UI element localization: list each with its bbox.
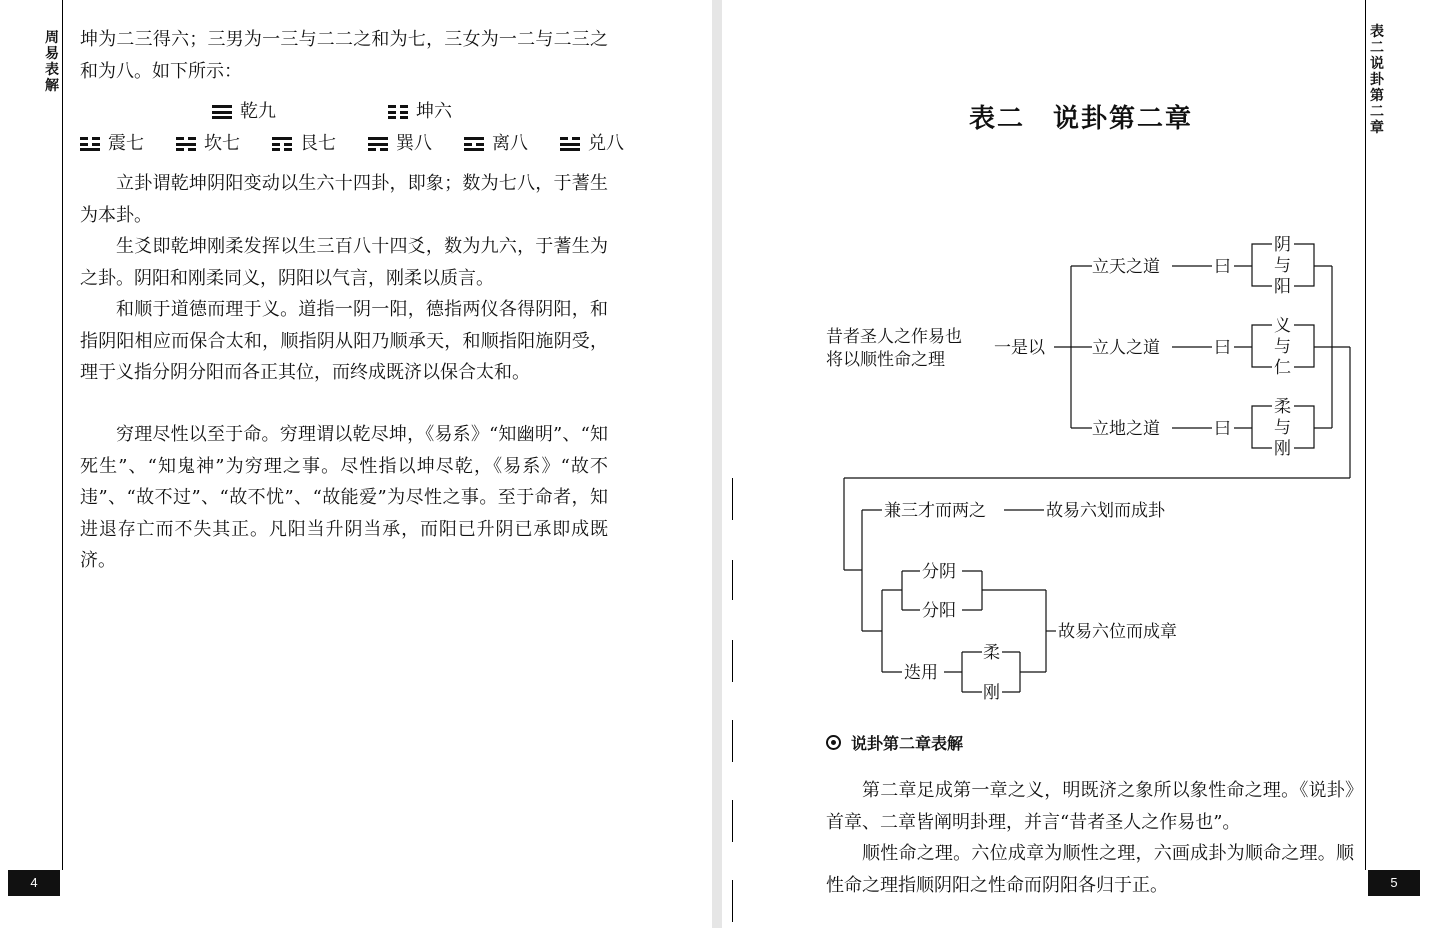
trigram-label: 兑八	[588, 133, 624, 154]
running-head-right: 表二 说卦第二章	[1370, 24, 1384, 136]
intro-paragraph: 坤为二三得六；三男为一三与二二之和为七，三女为一二与二三之和为八。如下所示：	[80, 29, 608, 82]
trigram-symbol-icon	[80, 137, 100, 151]
trigram-symbol-icon	[368, 137, 388, 151]
trigram-symbol-icon	[464, 137, 484, 151]
trigram-0	[80, 132, 144, 156]
svg-text:与: 与	[1274, 256, 1291, 276]
pair-box-yin-yang	[1252, 235, 1314, 297]
bracket-diagram	[722, 0, 1440, 710]
scan-mark	[732, 720, 733, 762]
section-heading-text: 说卦第二章表解	[851, 734, 964, 753]
paragraph-1: 立卦谓乾坤阴阳变动以生六十四卦，即象；数为七八，于蓍生为本卦。	[80, 173, 608, 226]
bottom-trigram-row	[80, 132, 624, 156]
svg-text:刚: 刚	[1274, 439, 1291, 459]
trigram-symbol-icon	[560, 137, 580, 151]
trigram-label: 巽八	[396, 133, 432, 154]
way-heaven: 立天之道	[1092, 257, 1160, 277]
trigram-label: 坎七	[204, 133, 240, 154]
paragraph-2: 生爻即乾坤刚柔发挥以生三百八十四爻，数为九六，于蓍生为之卦。阴阳和刚柔同义，阴阳以气言，刚柔以质言。	[80, 236, 608, 289]
svg-text:与: 与	[1274, 418, 1291, 438]
die-yong: 迭用	[904, 663, 938, 683]
trigram-5	[560, 132, 624, 156]
trigram-symbol-icon	[388, 105, 408, 119]
trigram-1	[176, 132, 240, 156]
trigram-0	[212, 100, 276, 124]
rou: 柔	[983, 643, 1000, 663]
yue-2: 曰	[1214, 338, 1231, 358]
way-earth: 立地之道	[1092, 419, 1160, 439]
trigram-label: 震七	[108, 133, 144, 154]
section-heading	[826, 731, 963, 754]
svg-text:义: 义	[1274, 316, 1291, 336]
explanation-paragraph-1: 第二章足成第一章之义，明既济之象所以象性命之理。《说卦》首章、二章皆阐明卦理，并言“昔者圣人之作易也”。	[826, 780, 1354, 833]
svg-text:与: 与	[1274, 337, 1291, 357]
page-number-right: 5	[1368, 870, 1420, 896]
trigram-1	[388, 100, 452, 124]
yue-3: 曰	[1214, 419, 1231, 439]
way-human: 立人之道	[1092, 338, 1160, 358]
paragraph-3: 和顺于道德而理于义。道指一阴一阳，德指两仪各得阴阳，和指阴阳相应而保合太和，顺指阴从阳乃顺承天，和顺指阳施阴受，理于义指分阴分阳而各正其位，而终成既济以保合太和。	[80, 299, 608, 383]
right-page	[722, 0, 1440, 928]
bullet-icon	[826, 735, 841, 750]
fen-yang: 分阳	[922, 601, 956, 621]
trigram-label: 艮七	[300, 133, 336, 154]
trigram-symbol-icon	[212, 105, 232, 119]
root-text-line2: 将以顺性命之理	[826, 350, 945, 370]
liu-wei-cheng-zhang: 故易六位而成章	[1058, 622, 1177, 642]
liu-hua-cheng-gua: 故易六划而成卦	[1046, 501, 1165, 521]
trigram-2	[272, 132, 336, 156]
jian-san-cai: 兼三才而两之	[884, 501, 986, 521]
svg-text:仁: 仁	[1274, 358, 1291, 378]
pair-box-rou-gang	[1252, 397, 1314, 459]
svg-text:柔: 柔	[1274, 397, 1291, 417]
gang: 刚	[983, 683, 1000, 703]
trigram-4	[464, 132, 528, 156]
svg-text:阳: 阳	[1274, 277, 1291, 297]
chapter-title: 表二 说卦第二章	[968, 104, 1193, 134]
page-gutter	[712, 0, 722, 928]
scan-mark	[732, 880, 733, 922]
trigram-label: 坤六	[416, 101, 452, 122]
trigram-3	[368, 132, 432, 156]
trigram-label: 离八	[492, 133, 528, 154]
scan-mark	[732, 800, 733, 842]
svg-text:阴: 阴	[1274, 235, 1291, 255]
paragraph-4: 穷理尽性以至于命。穷理谓以乾尽坤，《易系》“知幽明”、“知死生”、“知鬼神”为穷理之事。尽性指以坤尽乾，《易系》“故不违”、“故不过”、“故不忧”、“故能爱”为尽性之事。至于命者，知进退存亡而不失其正。凡阳当升阴当承，而阳已升阴已承即成既济。	[80, 424, 608, 571]
trigram-symbol-icon	[272, 137, 292, 151]
top-trigram-row	[212, 100, 452, 124]
yue-1: 曰	[1214, 257, 1231, 277]
fen-yin: 分阴	[922, 562, 956, 582]
left-margin-rule	[62, 0, 63, 870]
pair-box-yi-ren	[1252, 316, 1314, 378]
page-number-left: 4	[8, 870, 60, 896]
left-page	[0, 0, 712, 928]
trigram-symbol-icon	[176, 137, 196, 151]
explanation-paragraph-2: 顺性命之理。六位成章为顺性之理，六画成卦为顺命之理。顺性命之理指顺阴阳之性命而阴阳各归于正。	[826, 843, 1354, 896]
root-text-line1: 昔者圣人之作易也	[826, 327, 962, 347]
trigram-label: 乾九	[240, 101, 276, 122]
connector-label: 一是以	[994, 338, 1045, 358]
running-head-left: 周易表解	[45, 30, 59, 94]
